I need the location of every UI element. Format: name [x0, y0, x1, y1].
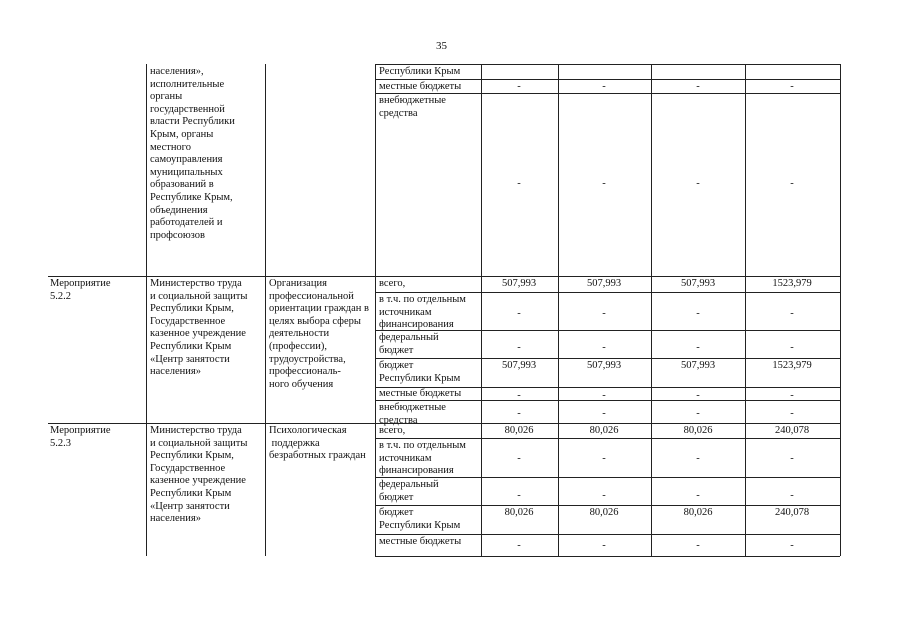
table-top-rule — [375, 64, 840, 65]
cell-value: - — [517, 490, 521, 501]
cell-value: 507,993 — [501, 360, 537, 371]
row-label: федеральный бюджет — [379, 332, 439, 356]
cell-value: - — [696, 342, 700, 353]
executor-text: населения», исполнительные органы государственной власти Республики Крым, органы местного самоуправления муниципальных образований в Республике Крым, объединения работодателей и профсоюзов — [150, 66, 235, 241]
cell-value: - — [696, 81, 700, 92]
cell-value: - — [790, 490, 794, 501]
cell-value: - — [517, 408, 521, 419]
column-rule — [375, 64, 376, 556]
column-rule — [265, 64, 266, 556]
cell-value: 1523,979 — [772, 360, 812, 371]
row-rule — [375, 358, 840, 359]
cell-value: - — [790, 408, 794, 419]
cell-value: - — [602, 342, 606, 353]
cell-value: - — [790, 540, 794, 551]
cell-value: - — [790, 308, 794, 319]
cell-value: - — [790, 390, 794, 401]
cell-value: - — [696, 178, 700, 189]
cell-value: 507,993 — [586, 278, 622, 289]
cell-value: - — [696, 540, 700, 551]
cell-value: - — [790, 342, 794, 353]
budget-table — [48, 64, 840, 556]
cell-value: - — [696, 490, 700, 501]
executor-text: Министерство труда и социальной защиты Республики Крым, Государственное казенное учреждение Республики Крым «Центр занятости населения» — [150, 425, 248, 525]
row-label: местные бюджеты — [379, 388, 462, 399]
cell-value: - — [602, 81, 606, 92]
row-rule — [375, 534, 840, 535]
cell-value: 80,026 — [504, 425, 534, 436]
cell-value: 507,993 — [586, 360, 622, 371]
cell-value: 80,026 — [504, 507, 534, 518]
row-label: внебюджетные средства — [379, 95, 446, 119]
cell-value: - — [517, 342, 521, 353]
cell-value: - — [790, 178, 794, 189]
row-rule — [375, 292, 840, 293]
row-label: местные бюджеты — [379, 536, 462, 547]
cell-value: - — [517, 308, 521, 319]
cell-value: - — [517, 390, 521, 401]
executor-text: Министерство труда и социальной защиты Республики Крым, Государственное казенное учреждение Республики Крым «Центр занятости населения» — [150, 278, 248, 378]
measure-name: Организация профессиональной ориентации граждан в целях выбора сферы деятельности (профессии), трудоустройства, профессиональ- ного обучения — [269, 278, 369, 390]
cell-value: - — [602, 490, 606, 501]
measure-name: Психологическая поддержка безработных граждан — [269, 425, 366, 462]
row-rule — [375, 505, 840, 506]
row-label: Республики Крым — [379, 66, 461, 77]
cell-value: 80,026 — [683, 507, 713, 518]
cell-value: - — [517, 178, 521, 189]
cell-value: - — [517, 540, 521, 551]
cell-value: - — [602, 453, 606, 464]
row-label: бюджет Республики Крым — [379, 507, 461, 531]
row-label: местные бюджеты — [379, 81, 462, 92]
row-label: всего, — [379, 425, 406, 436]
cell-value: 1523,979 — [772, 278, 812, 289]
measure-code: Мероприятие 5.2.3 — [50, 425, 111, 449]
cell-value: - — [602, 178, 606, 189]
cell-value: 240,078 — [774, 425, 810, 436]
row-label: всего, — [379, 278, 406, 289]
cell-value: 507,993 — [680, 360, 716, 371]
column-rule — [840, 64, 841, 556]
row-label: в т.ч. по отдельным источникам финансирования — [379, 440, 466, 477]
cell-value: 507,993 — [680, 278, 716, 289]
measure-code: Мероприятие 5.2.2 — [50, 278, 111, 302]
cell-value: 80,026 — [589, 425, 619, 436]
column-rule — [745, 64, 746, 556]
cell-value: - — [602, 390, 606, 401]
table-bottom-rule — [375, 556, 840, 557]
section-rule — [48, 276, 840, 277]
row-rule — [375, 79, 840, 80]
cell-value: - — [696, 408, 700, 419]
page-number: 35 — [436, 40, 447, 52]
column-rule — [558, 64, 559, 556]
cell-value: - — [790, 453, 794, 464]
row-label: внебюджетные средства — [379, 402, 446, 426]
column-rule — [146, 64, 147, 556]
cell-value: 240,078 — [774, 507, 810, 518]
cell-value: - — [602, 540, 606, 551]
cell-value: 507,993 — [501, 278, 537, 289]
row-rule — [375, 438, 840, 439]
cell-value: - — [790, 81, 794, 92]
cell-value: - — [696, 453, 700, 464]
row-label: бюджет Республики Крым — [379, 360, 461, 384]
cell-value: - — [517, 81, 521, 92]
row-label: федеральный бюджет — [379, 479, 439, 503]
cell-value: 80,026 — [683, 425, 713, 436]
column-rule — [651, 64, 652, 556]
cell-value: - — [696, 390, 700, 401]
row-label: в т.ч. по отдельным источникам финансирования — [379, 294, 466, 331]
cell-value: - — [696, 308, 700, 319]
cell-value: 80,026 — [589, 507, 619, 518]
cell-value: - — [602, 408, 606, 419]
cell-value: - — [517, 453, 521, 464]
cell-value: - — [602, 308, 606, 319]
